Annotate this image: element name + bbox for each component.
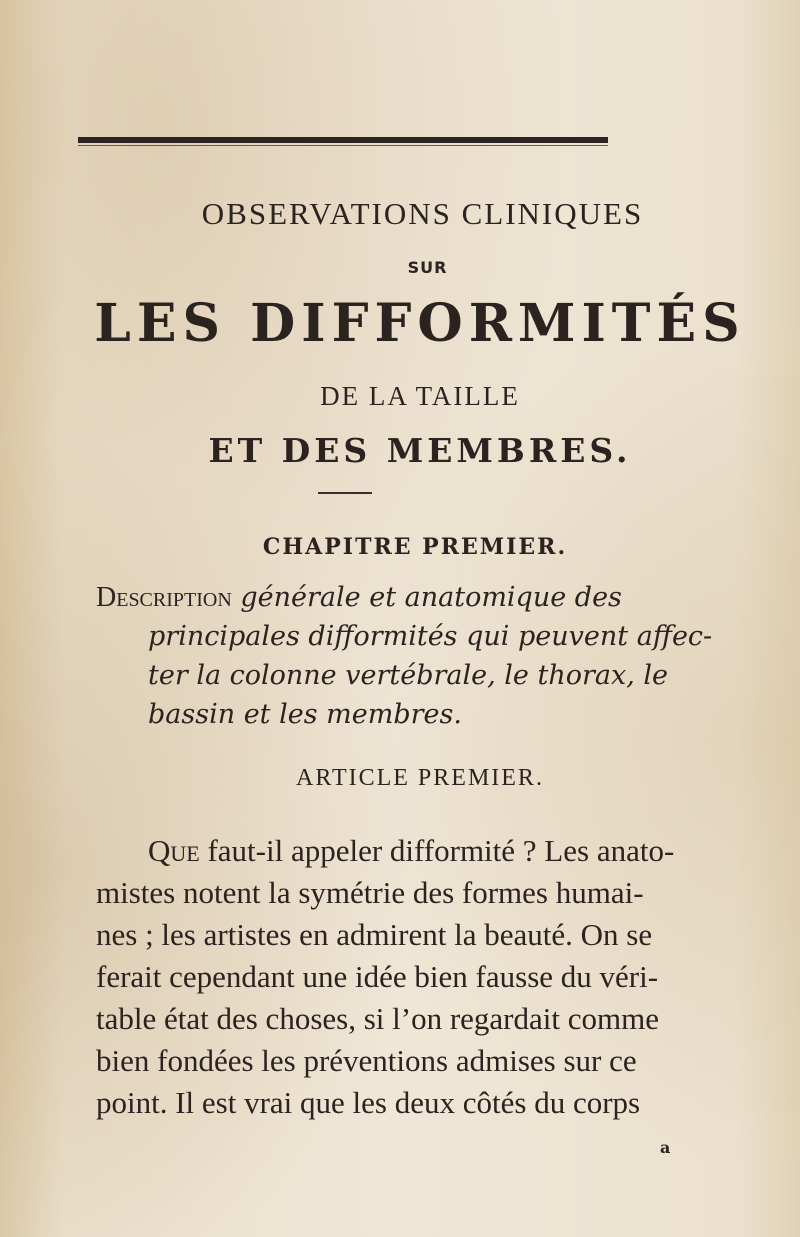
body-line-6: bien fondées les préventions admises sur ce bbox=[96, 1043, 637, 1078]
body-line-5: table état des choses, si l’on regardait comme bbox=[96, 1001, 659, 1036]
title-et-des-membres: ET DES MEMBRES. bbox=[208, 431, 632, 470]
body-line-7: point. Il est vrai que les deux côtés du corps bbox=[96, 1085, 641, 1120]
body-line-2: mistes notent la symétrie des formes humai- bbox=[96, 875, 644, 910]
summary-line-3: ter la colonne vertébrale, le thorax, le bbox=[148, 660, 668, 691]
title-les-difformites: LES DIFFORMITÉS bbox=[94, 293, 746, 354]
section-divider-rule bbox=[318, 492, 372, 494]
body-line-1 bbox=[96, 830, 716, 872]
body-line-4: ferait cependant une idée bien fausse du véri- bbox=[96, 959, 659, 994]
summary-line-2: principales difformités qui peuvent affec- bbox=[148, 621, 713, 652]
chapter-heading: CHAPITRE PREMIER. bbox=[262, 534, 568, 560]
summary-line-1 bbox=[96, 578, 716, 617]
catchword: a bbox=[660, 1138, 671, 1157]
summary-lead-word: Description bbox=[96, 582, 232, 613]
body-line-1-text: faut-il appeler difformité ? Les anato- bbox=[207, 833, 675, 868]
chapter-summary bbox=[96, 578, 716, 734]
summary-line-4: bassin et les membres. bbox=[148, 699, 462, 730]
title-observations-cliniques: OBSERVATIONS CLINIQUES bbox=[201, 196, 644, 231]
body-lead-word: Que bbox=[148, 833, 200, 868]
title-sur: SUR bbox=[407, 258, 448, 277]
article-heading: ARTICLE PREMIER. bbox=[296, 765, 544, 791]
summary-line-1-text: générale et anatomique des bbox=[240, 582, 622, 613]
article-body bbox=[96, 830, 716, 1124]
body-line-3: nes ; les artistes en admirent la beauté. On se bbox=[96, 917, 653, 952]
title-de-la-taille: DE LA TAILLE bbox=[320, 381, 520, 411]
top-double-rule bbox=[78, 137, 608, 143]
